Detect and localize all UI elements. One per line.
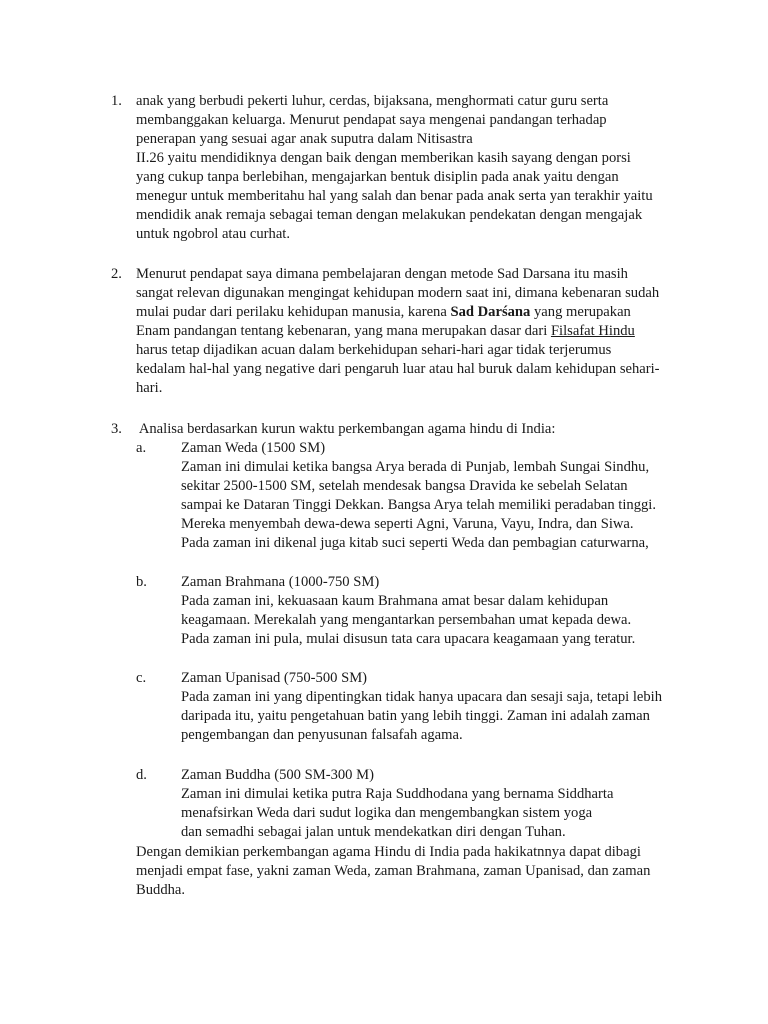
underlined-term: Filsafat Hindu (550, 323, 635, 339)
text-run: yang merupakan (530, 304, 631, 320)
text-run: Enam pandangan tentang kebenaran, yang mana merupakan dasar dari (136, 323, 551, 339)
text-run: mulai pudar dari perilaku kehidupan manusia, karena (136, 304, 451, 320)
paragraph-line: pengembangan dan penyusunan falsafah agama. (181, 727, 463, 743)
conclusion-line: Buddha. (136, 882, 186, 898)
paragraph-line: Pada zaman ini dikenal juga kitab suci seperti Weda dan pembagian caturwarna, (181, 535, 649, 551)
paragraph-line: Menurut pendapat saya dimana pembelajaran dengan metode Sad Darsana itu masih (136, 266, 628, 282)
paragraph-line: Analisa berdasarkan kurun waktu perkembangan agama hindu di India: (136, 421, 556, 437)
paragraph-line: sekitar 2500-1500 SM, setelah mendesak bangsa Dravida ke sebelah Selatan (181, 478, 628, 494)
conclusion-line: menjadi empat fase, yakni zaman Weda, zaman Brahmana, zaman Upanisad, dan zaman (136, 863, 651, 879)
paragraph-line (136, 303, 631, 322)
sub-list-letter: c. (136, 670, 147, 686)
paragraph-line: sampai ke Dataran Tinggi Dekkan. Bangsa Arya telah memiliki peradaban tinggi. (181, 497, 656, 513)
paragraph-line: yang cukup tanpa berlebihan, mengajarkan bentuk disiplin pada anak yaitu dengan (136, 169, 619, 185)
paragraph-line: menegur untuk memberitahu hal yang salah dan benar pada anak serta yan terakhir yaitu (136, 188, 653, 204)
paragraph-line: Zaman ini dimulai ketika bangsa Arya berada di Punjab, lembah Sungai Sindhu, (181, 459, 650, 475)
list-number: 1. (111, 93, 122, 109)
paragraph-line: mendidik anak remaja sebagai teman dengan melakukan pendekatan dengan mengajak (136, 207, 643, 223)
paragraph-line: Pada zaman ini pula, mulai disusun tata cara upacara keagamaan yang teratur. (181, 631, 636, 647)
paragraph-line: Mereka menyembah dewa-dewa seperti Agni, Varuna, Vayu, Indra, dan Siwa. (181, 516, 634, 532)
list-number: 2. (111, 266, 122, 282)
sub-list-letter: a. (136, 440, 147, 456)
sub-list-letter: b. (136, 574, 147, 590)
paragraph-line: untuk ngobrol atau curhat. (136, 226, 291, 242)
list-number: 3. (111, 421, 122, 437)
paragraph-line: penerapan yang sesuai agar anak suputra dalam Nitisastra (136, 131, 473, 147)
paragraph-line: keagamaan. Merekalah yang mengantarkan persembahan umat kepada dewa. (181, 612, 632, 628)
paragraph-line: kedalam hal-hal yang negative dari pengaruh luar atau hal buruk dalam kehidupan sehari- (136, 361, 660, 377)
paragraph-line: dan semadhi sebagai jalan untuk mendekatkan diri dengan Tuhan. (181, 824, 566, 840)
sub-heading: Zaman Upanisad (750-500 SM) (181, 670, 368, 686)
paragraph-line: daripada itu, yaitu pengetahuan batin yang lebih tinggi. Zaman ini adalah zaman (181, 708, 650, 724)
paragraph-line: II.26 yaitu mendidiknya dengan baik dengan memberikan kasih sayang dengan porsi (136, 150, 631, 166)
paragraph-line (136, 322, 635, 341)
sub-heading: Zaman Weda (1500 SM) (181, 440, 326, 456)
paragraph-line: anak yang berbudi pekerti luhur, cerdas, bijaksana, menghormati catur guru serta (136, 93, 609, 109)
sub-heading: Zaman Brahmana (1000-750 SM) (181, 574, 380, 590)
paragraph-line: membanggakan keluarga. Menurut pendapat saya mengenai pandangan terhadap (136, 112, 607, 128)
paragraph-line: hari. (136, 380, 163, 396)
paragraph-line: Zaman ini dimulai ketika putra Raja Suddhodana yang bernama Siddharta (181, 786, 614, 802)
paragraph-line: Pada zaman ini yang dipentingkan tidak hanya upacara dan sesaji saja, tetapi lebih (181, 689, 663, 705)
paragraph-line: Pada zaman ini, kekuasaan kaum Brahmana amat besar dalam kehidupan (181, 593, 609, 609)
bold-term: Sad Darśana (450, 304, 531, 320)
paragraph-line: sangat relevan digunakan mengingat kehidupan modern saat ini, dimana kebenaran sudah (136, 285, 660, 301)
sub-heading: Zaman Buddha (500 SM-300 M) (181, 767, 374, 783)
conclusion-line: Dengan demikian perkembangan agama Hindu di India pada hakikatnnya dapat dibagi (136, 844, 641, 860)
paragraph-line: menafsirkan Weda dari sudut logika dan mengembangkan sistem yoga (181, 805, 593, 821)
sub-list-letter: d. (136, 767, 147, 783)
paragraph-line: harus tetap dijadikan acuan dalam berkehidupan sehari-hari agar tidak terjerumus (136, 342, 612, 358)
